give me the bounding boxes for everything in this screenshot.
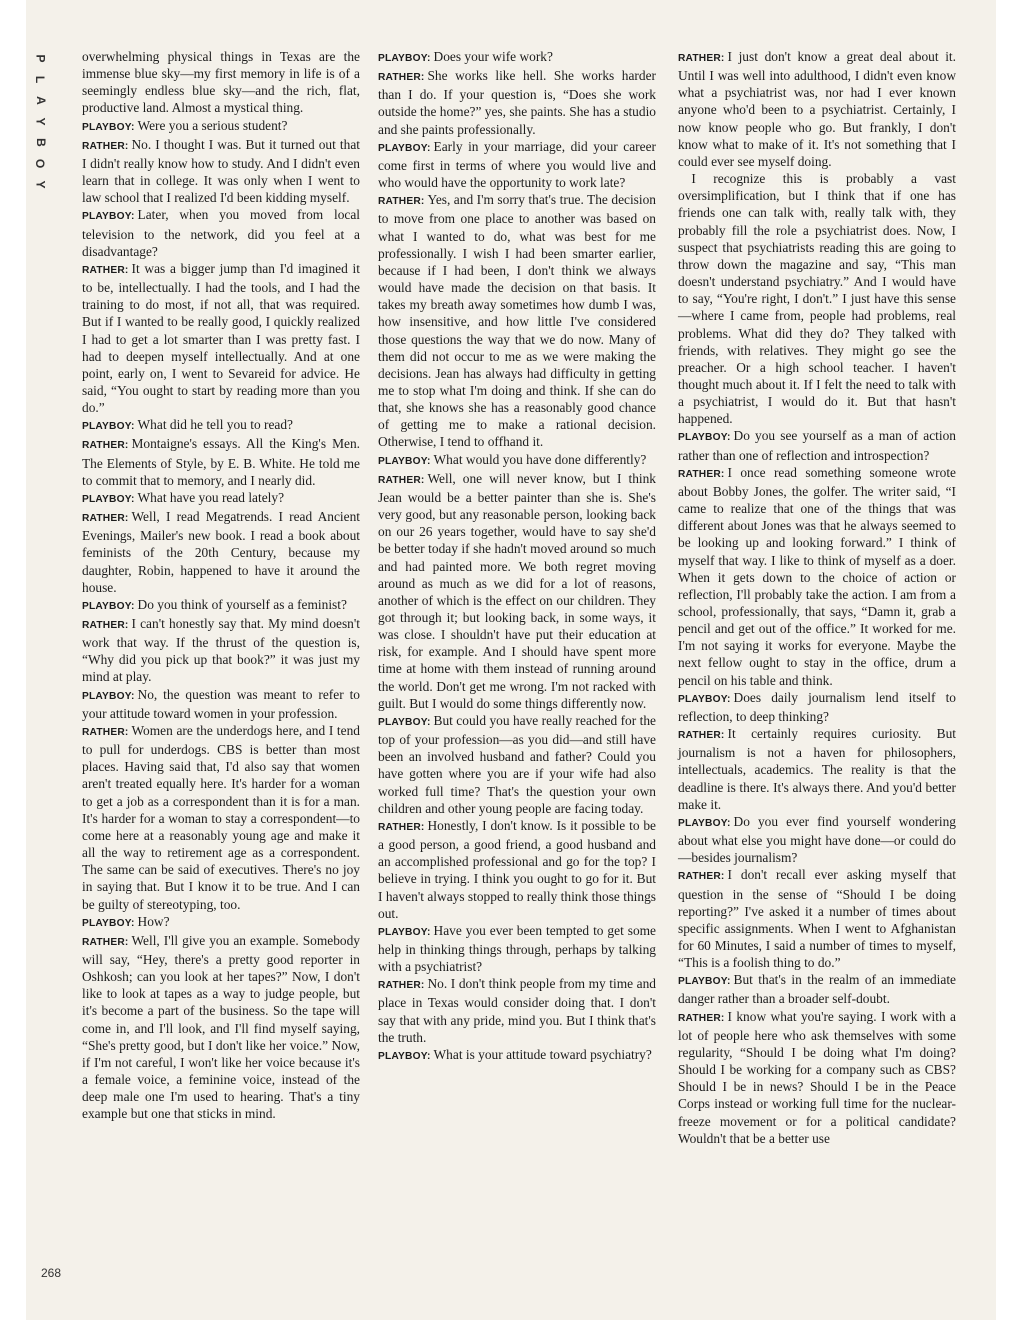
speaker-label: PLAYBOY : [378,927,431,938]
paragraph-text: Well, I'll give you an example. Somebody will say, “Hey, there's a pretty good reporter in Oshkosh; can you look at her tapes?” Now, I don't like to look at tapes as a way to judge people, but it's become a part of the business. So the tape will come in, and I'll look, and I'll find myself saying, “She's pretty good, but I don't like her voice.” Now, if I'm not careful, I won't like her voice because it's a female voice, a feminine voice, instead of the deep male one I'm used to hearing. That's a tiny example but one that sticks in mind. [82,932,360,1122]
paragraph-text: Have you ever been tempted to get some help in thinking things through, perhaps by talking with a psychiatrist? [378,922,656,975]
interview-paragraph [378,712,656,817]
paragraph-text: No. I thought I was. But it turned out that I didn't really know how to study. And I didn't even learn that in college. It was only when I went to law school that I realized I'd been kidding myself. [82,136,360,206]
speaker-label: RATHER : [82,937,128,948]
paragraph-text: I just don't know a great deal about it. Until I was well into adulthood, I didn't even know what a psychiatrist was, nor had I ever known anyone who'd been to a psychiatrist. Certainly, I now know people who go. But frankly, I don't know what to make of it. It's not something that I could ever see myself doing. [678,49,956,169]
paragraph-text: No. I don't think people from my time and place in Texas would consider doing that. I don't say that with any pride, mind you. But I think that's the truth. [378,976,656,1045]
paragraph-text: What did he tell you to read? [137,417,293,433]
interview-paragraph [82,932,360,1123]
speaker-label: RATHER : [678,53,724,64]
paragraph-text: I don't recall ever asking myself that question in the sense of “Should I be doing reporting?” I've asked it a number of times about specific assignments. When I went to Afghanistan for 60 Minutes, I said a number of times to myself, “This is a foolish thing to do.” [678,867,956,971]
interview-paragraph [82,489,360,508]
interview-paragraph [678,866,956,971]
paragraph-text: Yes, and I'm sorry that's true. The decision to move from one place to another was based on what I wanted to do, what was best for me professionally. I wish I had been smarter earlier, because if I had been, I don't think we always would have made the decision on that basis. It takes my breath away sometimes how dumb I was, how insensitive, and how little I've considered those questions the way that we do now. Many of them did not occur to me as we were making the decisions. Jean has always had difficulty in getting me to stop what I'm doing and think. If she can do that, she knows she has a reasonably good chance of getting me to make a rational decision. Otherwise, I tend to offhand it. [378,192,656,450]
paragraph-text: Honestly, I don't know. Is it possible to be a good person, a good friend, a good husband and an accomplished professional and go for the top? I believe in trying. I think you ought to go for it. But I haven't always stopped to really think those things out. [378,817,656,921]
speaker-label: RATHER : [82,265,128,276]
paragraph-text: How? [137,913,170,929]
speaker-label: PLAYBOY : [82,918,135,929]
speaker-label: RATHER : [678,469,724,480]
interview-paragraph [82,596,360,615]
interview-paragraph [82,913,360,932]
interview-paragraph [82,260,360,416]
interview-paragraph [678,971,956,1007]
paragraph-text: I know what you're saying. I work with a lot of people here who ask themselves with some regularity, “Should I be doing what I'm doing? Should I be working for a company such as CBS? Should I be in news? Should I be in the Peace Corps instead or working full time for the nuclear-freeze movement or for a political candidate? Wouldn't that be a better use [678,1008,956,1146]
paragraph-text: But that's in the realm of an immediate danger rather than a broader self-doubt. [678,972,956,1007]
paragraph-text: Do you think of yourself as a feminist? [137,596,347,612]
interview-paragraph [378,975,656,1046]
speaker-label: RATHER : [378,72,424,83]
paragraph-text: It was a bigger jump than I'd imagined it to be, intellectually. I had the tools, and I had the training to do most, if not all, that was required. But if I wanted to be really good, I quickly realized I had to get a lot smarter than I was pretty fast. I had to deepen myself intellectually. And at one point, early on, I went to Sevareid for advice. He said, “You ought to start by reading more than you do.” [82,260,360,416]
speaker-label: PLAYBOY : [82,421,135,432]
speaker-label: RATHER : [678,871,724,882]
speaker-label: RATHER : [82,440,128,451]
paragraph-text: What would you have done differently? [433,451,647,467]
interview-paragraph [678,464,956,689]
speaker-label: PLAYBOY : [378,53,431,64]
title-letter: A [33,96,48,105]
speaker-label: RATHER : [82,513,128,524]
interview-paragraph [378,1046,656,1065]
page-number: 268 [41,1266,62,1280]
text-column-2 [378,48,656,1065]
speaker-label: RATHER : [378,822,424,833]
speaker-label: PLAYBOY : [678,818,731,829]
speaker-label: PLAYBOY : [82,601,135,612]
paragraph-text: I once read something someone wrote about Bobby Jones, the golfer. The writer said, “I came to realize that one of the things that was different about Jones was that he always seemed to be looking up and looking forward.” I think of myself that way. I like to think of myself as a doer. When it gets down to the choice of action or reflection, I'll probably take the action. I am from a school, professionally, that says, “Damn it, grab a pencil and get out of the office.” It worked for me. I'm not saying it works for everyone. Maybe the next fellow ought to stay in the office, drum a pencil on his table and think. [678,464,956,688]
speaker-label: PLAYBOY : [82,122,135,133]
paragraph-text: Well, I read Megatrends. I read Ancient Evenings, Mailer's new book. I read a book about feminists of the 20th Century, because my daughter, Robin, happened to have it around the house. [82,509,360,595]
paragraph-text: Early in your marriage, did your career come first in terms of where you would live and who would have the opportunity to work late? [378,138,656,191]
speaker-label: PLAYBOY : [678,976,731,987]
interview-paragraph [678,813,956,866]
interview-paragraph [678,427,956,463]
interview-paragraph [678,48,956,170]
speaker-label: PLAYBOY : [378,717,431,728]
paragraph-text: It certainly requires curiosity. But journalism is not a haven for philosophers, intellectuals, academics. The reality is that the deadline is there. It's always there. And you'd better make it. [678,726,956,812]
interview-paragraph [378,191,656,450]
speaker-label: PLAYBOY : [378,1051,431,1062]
interview-paragraph [82,48,360,117]
paragraph-text: I can't honestly say that. My mind doesn't work that way. If the thrust of the question is, “Why did you pick up that book?” it was just my mind at play. [82,616,360,685]
title-letter: O [33,158,48,169]
vertical-magazine-title [33,48,47,195]
paragraph-text: Later, when you moved from local television to the network, did you feel at a disadvantage? [82,207,360,259]
interview-paragraph [378,138,656,191]
paragraph-text: Montaigne's essays. All the King's Men. The Elements of Style, by E. B. White. He told me to commit that to memory, and I nearly did. [82,436,360,488]
speaker-label: PLAYBOY : [82,691,135,702]
paragraph-text: What is your attitude toward psychiatry? [433,1046,652,1062]
interview-paragraph [82,435,360,488]
interview-paragraph [678,725,956,813]
title-letter: B [33,138,48,147]
interview-paragraph [378,922,656,975]
speaker-label: RATHER : [82,620,128,631]
interview-paragraph [82,686,360,722]
speaker-label: RATHER : [678,730,724,741]
interview-paragraph [82,206,360,259]
paragraph-text: But could you have really reached for the top of your profession—as you did—and still have been an involved husband and father? Could you have gotten where you are if your wife had also worked full time? That's the question your own children and other young people are facing today. [378,712,656,816]
interview-paragraph [378,67,656,138]
paragraph-text: She works like hell. She works harder than I do. If your question is, “Does she work outside the home?” yes, she paints. She has a studio and she paints professionally. [378,68,656,137]
paragraph-text: Does your wife work? [433,49,553,64]
paragraph-text: Well, one will never know, but I think Jean would be a better painter than she is. She's very good, but any reasonable person, looking back on our 26 years together, would have to say she'd be better today if she hadn't moved around so much and had painted more. We both regret moving around as much as we did for a lot of reasons, another of which is the effect on our children. They got through it; but looking back, in some ways, it was close. I shouldn't have put their education at risk, for example. And I should have spent more time at home with them instead of running around the world. Don't get me wrong. I'm not racked with guilt. But I would do some things differently now. [378,470,656,711]
interview-paragraph [378,451,656,470]
interview-paragraph [82,136,360,207]
paragraph-text: I recognize this is probably a vast oversimplification, but I think that if one has friends one can talk with, really talk with, they probably fill the role a psychiatrist does. Now, I suspect that psychiatrists reading this are going to throw down the magazine and say, “This man doesn't understand psychiatry.” And I would have to say, “You're right, I don't.” I just have this sense—where I came from, people had problems, real problems. What did they do? They talked with friends, with relatives. They might go see the preacher. Or a high school teacher. I haven't thought much about it. If I felt the need to talk with a psychiatrist, I would do it. But that hasn't happened. [678,171,956,427]
speaker-label: PLAYBOY : [678,694,731,705]
speaker-label: PLAYBOY : [82,494,135,505]
text-column-1 [82,48,360,1123]
speaker-label: RATHER : [378,980,424,991]
title-letter: Y [33,180,48,189]
paragraph-text: Do you see yourself as a man of action rather than one of reflection and introspection? [678,428,956,463]
paragraph-text: What have you read lately? [137,489,285,505]
paragraph-text: Does daily journalism lend itself to reflection, to deep thinking? [678,689,956,724]
interview-paragraph [378,48,656,67]
interview-paragraph [82,117,360,136]
interview-paragraph [82,722,360,913]
title-letter: Y [33,117,48,126]
text-column-3 [678,48,956,1147]
interview-paragraph [678,1008,956,1147]
interview-paragraph [378,817,656,922]
speaker-label: PLAYBOY : [678,432,731,443]
speaker-label: RATHER : [82,727,128,738]
title-letter: L [33,75,48,84]
interview-paragraph [678,689,956,725]
speaker-label: PLAYBOY : [378,456,431,467]
speaker-label: RATHER : [82,141,128,152]
title-letter: P [33,54,48,63]
paragraph-text: Women are the underdogs here, and I tend to pull for underdogs. CBS is better than most places. Having said that, I'd also say that women aren't treated equally here. It's harder for a woman to get a job as a correspondent than it is for a man. It's harder for a woman to stay a correspondent—to come here at a reasonably young age and make it all the way to retirement age as a correspondent. The same can be said of executives. There's no joy in saying that. But I know it to be true. And I can be guilty of stereotyping, too. [82,722,360,912]
interview-paragraph [378,470,656,712]
interview-paragraph [82,508,360,596]
paragraph-text: No, the question was meant to refer to your attitude toward women in your profession. [82,686,360,721]
paragraph-text: Were you a serious student? [137,117,288,133]
speaker-label: PLAYBOY : [378,143,431,154]
interview-paragraph [82,615,360,686]
paragraph-text: overwhelming physical things in Texas are the immense blue sky—my first memory in life is of a seemingly endless blue sky—and the rich, flat, productive land. Almost a mystical thing. [82,49,360,116]
paragraph-text: Do you ever find yourself wondering about what else you might have done—or could do—besides journalism? [678,813,956,866]
speaker-label: RATHER : [678,1013,724,1024]
interview-paragraph [82,416,360,435]
speaker-label: RATHER : [378,475,424,486]
speaker-label: PLAYBOY : [82,211,135,222]
interview-paragraph [678,170,956,427]
speaker-label: RATHER : [378,196,424,207]
